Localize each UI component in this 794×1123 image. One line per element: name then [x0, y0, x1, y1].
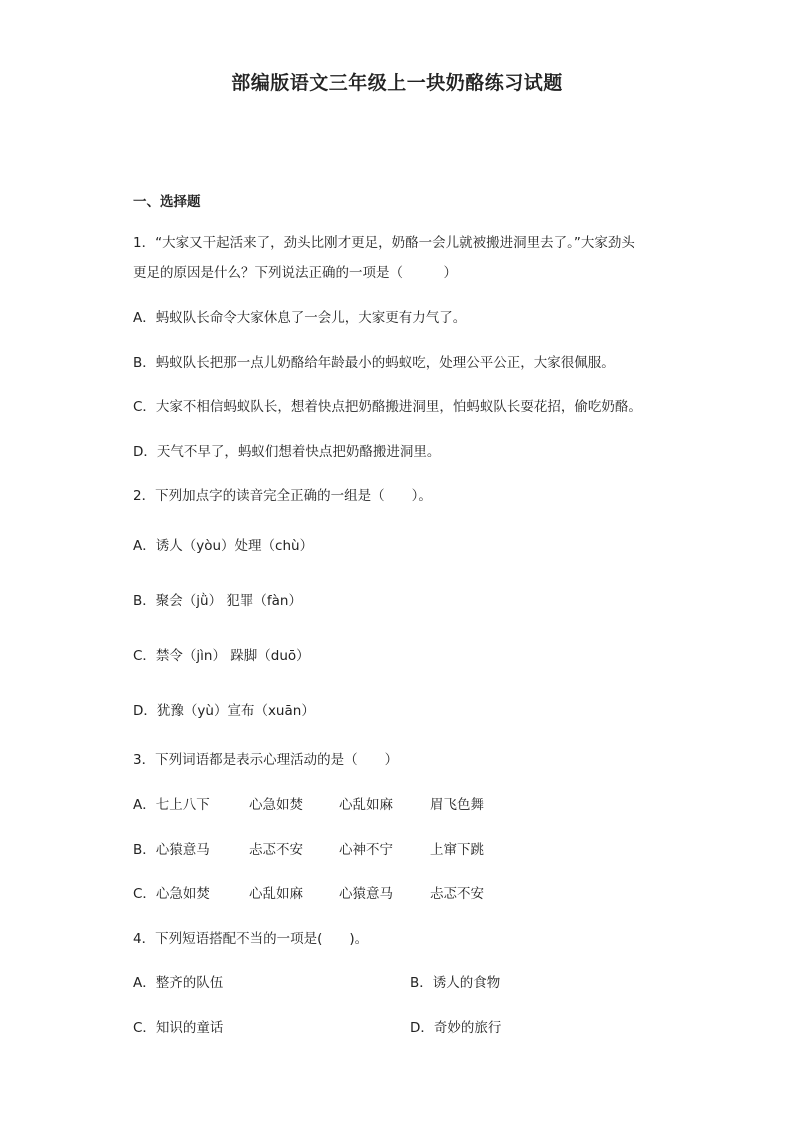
q1-option-d: D．天气不早了，蚂蚁们想着快点把奶酪搬进洞里。 [133, 444, 441, 460]
q3-option-b-word: 心神不宁 [339, 842, 393, 858]
q4-option-b: B．诱人的食物 [410, 975, 501, 991]
q3-option-a-word: 眉飞色舞 [430, 797, 484, 813]
document-title: 部编版语文三年级上一块奶酪练习试题 [231, 72, 563, 94]
q3-option-c-word: 心猿意马 [339, 886, 393, 902]
q3-option-a [133, 795, 484, 815]
q1-option-a: A．蚂蚁队长命令大家休息了一会儿，大家更有力气了。 [133, 310, 467, 326]
q3-option-c-word: 忐忑不安 [430, 886, 484, 902]
q4-option-a: A．整齐的队伍 [133, 975, 224, 991]
q2-option-c: C．禁令（jìn） 跺脚（duō） [133, 648, 310, 664]
q3-option-b-word: B．心猿意马 [133, 842, 210, 858]
q3-stem: 3．下列词语都是表示心理活动的是（ ） [133, 752, 399, 768]
q1-option-b: B．蚂蚁队长把那一点儿奶酪给年龄最小的蚂蚁吃，处理公平公正，大家很佩服。 [133, 355, 615, 371]
section-heading: 一、选择题 [133, 194, 201, 210]
q3-option-c [133, 884, 484, 904]
q3-option-b-word: 上窜下跳 [430, 842, 484, 858]
q2-stem: 2．下列加点字的读音完全正确的一组是（ ）。 [133, 488, 432, 504]
q3-option-a-word: 心乱如麻 [339, 797, 393, 813]
q3-option-b-word: 忐忑不安 [249, 842, 303, 858]
q3-option-a-word: A．七上八下 [133, 797, 210, 813]
q4-stem: 4．下列短语搭配不当的一项是( )。 [133, 931, 369, 947]
q2-option-b: B．聚会（jǜ） 犯罪（fàn） [133, 593, 302, 609]
q3-option-c-word: C．心急如焚 [133, 886, 210, 902]
q4-option-d: D．奇妙的旅行 [410, 1020, 502, 1036]
q3-option-c-word: 心乱如麻 [249, 886, 303, 902]
q2-option-d: D．犹豫（yù）宣布（xuān） [133, 703, 315, 719]
q4-option-c: C．知识的童话 [133, 1020, 224, 1036]
q3-option-a-word: 心急如焚 [249, 797, 303, 813]
q1-stem-line2: 更足的原因是什么？下列说法正确的一项是（ ） [133, 265, 457, 281]
q3-option-b [133, 840, 484, 860]
q1-stem-line1: 1．“大家又干起活来了，劲头比刚才更足，奶酪一会儿就被搬进洞里去了。”大家劲头 [133, 235, 635, 251]
q2-option-a: A．诱人（yòu）处理（chù） [133, 538, 314, 554]
q1-option-c: C．大家不相信蚂蚁队长，想着快点把奶酪搬进洞里，怕蚂蚁队长耍花招，偷吃奶酪。 [133, 399, 642, 415]
